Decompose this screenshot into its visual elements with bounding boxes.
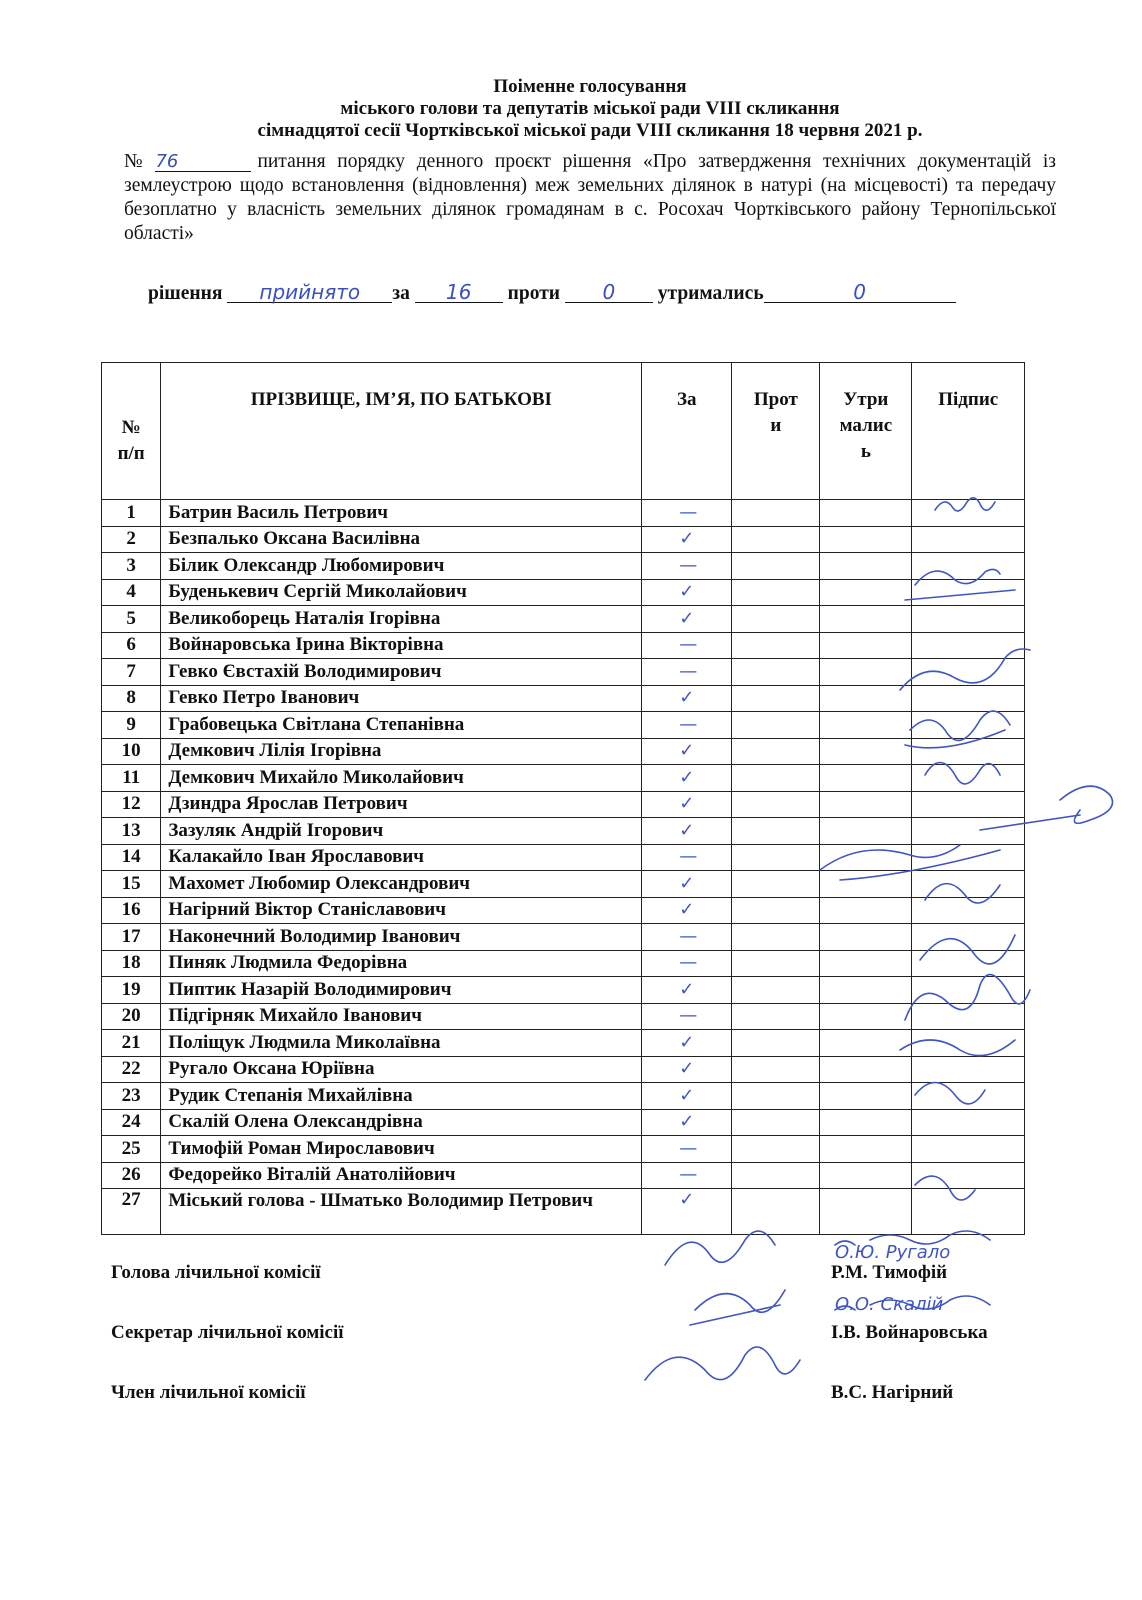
row-number: 19: [102, 977, 161, 1004]
table-row: [102, 553, 1025, 580]
signature-cell: [912, 844, 1025, 871]
for-value: 16: [415, 282, 503, 303]
vote-abstained-cell: [820, 765, 912, 792]
signature-cell: [912, 1136, 1025, 1163]
row-number: 14: [102, 844, 161, 871]
vote-result: [148, 282, 956, 305]
header-for-label: За: [677, 389, 697, 410]
vote-abstained-cell: [820, 818, 912, 845]
header-name: [161, 363, 642, 500]
vote-against-cell: [732, 1189, 820, 1235]
deputy-name: Калакайло Іван Ярославович: [161, 844, 642, 871]
vote-against-cell: [732, 1109, 820, 1136]
header-name-label: ПРІЗВИЩЕ, ІМ’Я, ПО БАТЬКОВІ: [250, 389, 552, 410]
signature-cell: [912, 977, 1025, 1004]
checkmark-icon: ✓: [679, 687, 695, 709]
table-row: [102, 712, 1025, 739]
deputy-name: Демкович Лілія Ігорівна: [161, 738, 642, 765]
vote-against-cell: [732, 1056, 820, 1083]
commission-row: [111, 1322, 1011, 1382]
table-row: [102, 977, 1025, 1004]
table-row: [102, 871, 1025, 898]
decision-label: рішення: [148, 283, 223, 304]
row-number: 7: [102, 659, 161, 686]
for-label: за: [392, 283, 410, 304]
vote-abstained-cell: [820, 924, 912, 951]
table-header-row: [102, 363, 1025, 500]
dash-mark-icon: —: [679, 660, 695, 682]
title-line-1: Поіменне голосування: [493, 76, 687, 97]
vote-for-cell: [642, 950, 732, 977]
vote-abstained-cell: [820, 1030, 912, 1057]
vote-against-cell: [732, 738, 820, 765]
vote-for-cell: [642, 924, 732, 951]
deputy-name: Пиптик Назарій Володимирович: [161, 977, 642, 1004]
vote-abstained-cell: [820, 1136, 912, 1163]
checkmark-icon: ✓: [679, 1084, 695, 1106]
deputy-name: Гевко Євстахій Володимирович: [161, 659, 642, 686]
checkmark-icon: ✓: [679, 607, 695, 629]
signature-cell: [912, 950, 1025, 977]
deputy-name: Грабовецька Світлана Степанівна: [161, 712, 642, 739]
decision-value: прийнято: [227, 282, 392, 303]
dash-mark-icon: —: [679, 925, 695, 947]
vote-for-cell: [642, 632, 732, 659]
row-number: 1: [102, 500, 161, 527]
row-number: 15: [102, 871, 161, 898]
vote-for-cell: [642, 1003, 732, 1030]
vote-for-cell: [642, 871, 732, 898]
vote-for-cell: [642, 526, 732, 553]
vote-for-cell: [642, 818, 732, 845]
commission-signature: [665, 1231, 775, 1265]
table-row: [102, 1136, 1025, 1163]
deputy-name: Безпалько Оксана Василівна: [161, 526, 642, 553]
table-row: [102, 1056, 1025, 1083]
row-number: 16: [102, 897, 161, 924]
vote-for-cell: [642, 1109, 732, 1136]
commission-member-name: В.С. Нагірний: [831, 1382, 954, 1403]
signature-cell: [912, 500, 1025, 527]
checkmark-icon: ✓: [679, 1189, 695, 1210]
vote-abstained-cell: [820, 526, 912, 553]
vote-against-cell: [732, 1136, 820, 1163]
checkmark-icon: ✓: [679, 740, 695, 762]
handwritten-note-2: О.О. Скалій: [835, 1294, 944, 1315]
vote-abstained-cell: [820, 1109, 912, 1136]
signature-cell: [912, 1003, 1025, 1030]
vote-against-cell: [732, 606, 820, 633]
header-signature-label: Підпис: [938, 389, 999, 410]
deputy-name: Гевко Петро Іванович: [161, 685, 642, 712]
signature-cell: [912, 871, 1025, 898]
table-row: [102, 818, 1025, 845]
row-number: 17: [102, 924, 161, 951]
row-number: 21: [102, 1030, 161, 1057]
commission-role: Член лічильної комісії: [111, 1382, 306, 1403]
vote-against-cell: [732, 1003, 820, 1030]
table-row: [102, 765, 1025, 792]
checkmark-icon: ✓: [679, 1111, 695, 1133]
table-row: [102, 897, 1025, 924]
vote-abstained-cell: [820, 977, 912, 1004]
deputy-name: Батрин Василь Петрович: [161, 500, 642, 527]
dash-mark-icon: —: [679, 1164, 695, 1186]
checkmark-icon: ✓: [679, 1031, 695, 1053]
table-row: [102, 500, 1025, 527]
table-row: [102, 924, 1025, 951]
vote-abstained-cell: [820, 844, 912, 871]
signature-cell: [912, 765, 1025, 792]
vote-abstained-cell: [820, 553, 912, 580]
vote-for-cell: [642, 685, 732, 712]
agenda-item-number: 76: [155, 153, 251, 172]
title-line-2: міського голови та депутатів міської ради VIII скликання: [340, 98, 840, 119]
dash-mark-icon: —: [679, 1137, 695, 1159]
signature-cell: [912, 791, 1025, 818]
table-row: [102, 632, 1025, 659]
signature-cell: [912, 1189, 1025, 1235]
vote-abstained-cell: [820, 632, 912, 659]
deputy-name: Нагірний Віктор Станіславович: [161, 897, 642, 924]
vote-for-cell: [642, 712, 732, 739]
deputy-name: Скалій Олена Олександрівна: [161, 1109, 642, 1136]
header-against-label: Прот и: [753, 389, 798, 436]
commission-row: [111, 1382, 1011, 1442]
vote-against-cell: [732, 818, 820, 845]
table-row: [102, 1003, 1025, 1030]
signature-cell: [912, 685, 1025, 712]
vote-abstained-cell: [820, 791, 912, 818]
row-number: 22: [102, 1056, 161, 1083]
table-row: [102, 606, 1025, 633]
vote-abstained-cell: [820, 1189, 912, 1235]
against-label: проти: [507, 283, 561, 304]
commission-role: Голова лічильної комісії: [111, 1262, 321, 1283]
deputy-name: Тимофій Роман Мирославович: [161, 1136, 642, 1163]
vote-against-cell: [732, 685, 820, 712]
signature-cell: [912, 738, 1025, 765]
table-row: [102, 738, 1025, 765]
dash-mark-icon: —: [679, 1005, 695, 1027]
vote-for-cell: [642, 977, 732, 1004]
signature-cell: [912, 818, 1025, 845]
deputy-name: Зазуляк Андрій Ігорович: [161, 818, 642, 845]
row-number: 23: [102, 1083, 161, 1110]
checkmark-icon: ✓: [679, 528, 695, 550]
vote-abstained-cell: [820, 871, 912, 898]
number-sign: №: [124, 151, 150, 172]
checkmark-icon: ✓: [679, 793, 695, 815]
deputy-name: Федорейко Віталій Анатолійович: [161, 1162, 642, 1189]
table-row: [102, 791, 1025, 818]
row-number: 18: [102, 950, 161, 977]
header-abstained: [820, 363, 912, 500]
vote-for-cell: [642, 1056, 732, 1083]
abstained-value: 0: [764, 282, 956, 303]
signature-cell: [912, 897, 1025, 924]
deputy-name: Пиняк Людмила Федорівна: [161, 950, 642, 977]
row-number: 9: [102, 712, 161, 739]
against-value: 0: [565, 282, 653, 303]
deputy-name: Підгірняк Михайло Іванович: [161, 1003, 642, 1030]
table-row: [102, 659, 1025, 686]
signature-cell: [912, 1056, 1025, 1083]
vote-abstained-cell: [820, 500, 912, 527]
deputy-name: Великоборець Наталія Ігорівна: [161, 606, 642, 633]
vote-against-cell: [732, 977, 820, 1004]
row-number: 8: [102, 685, 161, 712]
signature-cell: [912, 553, 1025, 580]
signature-cell: [912, 659, 1025, 686]
signature-cell: [912, 1083, 1025, 1110]
abstained-label: утримались: [657, 283, 764, 304]
row-number: 13: [102, 818, 161, 845]
deputy-name: Буденькевич Сергій Миколайович: [161, 579, 642, 606]
dash-mark-icon: —: [679, 846, 695, 868]
row-number: 4: [102, 579, 161, 606]
vote-for-cell: [642, 659, 732, 686]
vote-for-cell: [642, 579, 732, 606]
vote-against-cell: [732, 659, 820, 686]
row-number: 25: [102, 1136, 161, 1163]
vote-abstained-cell: [820, 1083, 912, 1110]
deputy-name: Махомет Любомир Олександрович: [161, 871, 642, 898]
commission-row: [111, 1262, 1011, 1322]
vote-abstained-cell: [820, 659, 912, 686]
handwritten-note-1: О.Ю. Ругало: [835, 1242, 951, 1263]
vote-against-cell: [732, 500, 820, 527]
vote-abstained-cell: [820, 738, 912, 765]
vote-against-cell: [732, 844, 820, 871]
table-row: [102, 844, 1025, 871]
row-number: 12: [102, 791, 161, 818]
deputy-name: Войнаровська Ірина Вікторівна: [161, 632, 642, 659]
deputy-name: Поліщук Людмила Миколаївна: [161, 1030, 642, 1057]
row-number: 11: [102, 765, 161, 792]
table-row: [102, 1030, 1025, 1057]
row-number: 24: [102, 1109, 161, 1136]
signature-cell: [912, 1030, 1025, 1057]
vote-against-cell: [732, 791, 820, 818]
document-title: [120, 76, 1060, 142]
vote-abstained-cell: [820, 950, 912, 977]
checkmark-icon: ✓: [679, 978, 695, 1000]
header-number: [102, 363, 161, 500]
header-number-label: № п/п: [117, 417, 145, 464]
table-row: [102, 526, 1025, 553]
table-row: [102, 1189, 1025, 1235]
table-row: [102, 1109, 1025, 1136]
vote-against-cell: [732, 950, 820, 977]
vote-against-cell: [732, 765, 820, 792]
dash-mark-icon: —: [679, 952, 695, 974]
deputy-name: Дзиндра Ярослав Петрович: [161, 791, 642, 818]
vote-for-cell: [642, 1083, 732, 1110]
vote-against-cell: [732, 1162, 820, 1189]
vote-abstained-cell: [820, 1162, 912, 1189]
deputy-name: Міський голова - Шматько Володимир Петрович: [161, 1189, 642, 1235]
vote-against-cell: [732, 871, 820, 898]
signature-cell: [912, 526, 1025, 553]
table-row: [102, 685, 1025, 712]
checkmark-icon: ✓: [679, 899, 695, 921]
row-number: 27: [102, 1189, 161, 1235]
row-number: 10: [102, 738, 161, 765]
deputy-name: Наконечний Володимир Іванович: [161, 924, 642, 951]
vote-against-cell: [732, 579, 820, 606]
vote-for-cell: [642, 606, 732, 633]
signature-cell: [912, 579, 1025, 606]
checkmark-icon: ✓: [679, 819, 695, 841]
deputy-name: Ругало Оксана Юріївна: [161, 1056, 642, 1083]
table-row: [102, 579, 1025, 606]
vote-against-cell: [732, 897, 820, 924]
commission-member-name: Р.М. Тимофій: [831, 1262, 948, 1283]
header-for: [642, 363, 732, 500]
dash-mark-icon: —: [679, 501, 695, 523]
signature-cell: [912, 1162, 1025, 1189]
dash-mark-icon: —: [679, 713, 695, 735]
checkmark-icon: ✓: [679, 872, 695, 894]
vote-abstained-cell: [820, 579, 912, 606]
header-against: [732, 363, 820, 500]
vote-for-cell: [642, 791, 732, 818]
checkmark-icon: ✓: [679, 1058, 695, 1080]
dash-mark-icon: —: [679, 634, 695, 656]
agenda-text: питання порядку денного проєкт рішення «Про затвердження технічних документацій із землеустрою щодо встановлення (відновлення) меж земельних ділянок в натурі (на місцевості) та передачу безоплатно у власність земельних ділянок громадянам в с. Росохач Чортківського району Тернопільської області»: [124, 151, 1056, 244]
vote-abstained-cell: [820, 1056, 912, 1083]
vote-against-cell: [732, 632, 820, 659]
vote-for-cell: [642, 897, 732, 924]
vote-abstained-cell: [820, 685, 912, 712]
title-line-3: сімнадцятої сесії Чортківської міської ради VIII скликання 18 червня 2021 р.: [257, 120, 923, 141]
commission-role: Секретар лічильної комісії: [111, 1322, 344, 1343]
signature-cell: [912, 1109, 1025, 1136]
header-signature: [912, 363, 1025, 500]
vote-abstained-cell: [820, 1003, 912, 1030]
vote-for-cell: [642, 500, 732, 527]
vote-for-cell: [642, 1030, 732, 1057]
vote-for-cell: [642, 844, 732, 871]
header-abstained-label: Утри малис ь: [839, 389, 893, 462]
checkmark-icon: ✓: [679, 766, 695, 788]
signature-cell: [912, 924, 1025, 951]
row-number: 6: [102, 632, 161, 659]
dash-mark-icon: —: [679, 554, 695, 576]
signature-cell: [912, 632, 1025, 659]
row-number: 3: [102, 553, 161, 580]
vote-abstained-cell: [820, 897, 912, 924]
vote-for-cell: [642, 1189, 732, 1235]
vote-against-cell: [732, 1083, 820, 1110]
commission-member-name: І.В. Войнаровська: [831, 1322, 988, 1343]
deputy-name: Демкович Михайло Миколайович: [161, 765, 642, 792]
vote-for-cell: [642, 1136, 732, 1163]
vote-against-cell: [732, 526, 820, 553]
table-row: [102, 950, 1025, 977]
table-row: [102, 1162, 1025, 1189]
vote-for-cell: [642, 738, 732, 765]
table-body: [102, 500, 1025, 1235]
roll-call-table: [101, 362, 1025, 1235]
vote-for-cell: [642, 1162, 732, 1189]
vote-against-cell: [732, 1030, 820, 1057]
signature-cell: [912, 712, 1025, 739]
row-number: 5: [102, 606, 161, 633]
table-row: [102, 1083, 1025, 1110]
vote-against-cell: [732, 553, 820, 580]
vote-for-cell: [642, 553, 732, 580]
counting-commission: [111, 1262, 1011, 1442]
checkmark-icon: ✓: [679, 581, 695, 603]
vote-against-cell: [732, 712, 820, 739]
row-number: 2: [102, 526, 161, 553]
deputy-name: Білик Олександр Любомирович: [161, 553, 642, 580]
signature-cell: [912, 606, 1025, 633]
vote-against-cell: [732, 924, 820, 951]
vote-abstained-cell: [820, 606, 912, 633]
deputy-name: Рудик Степанія Михайлівна: [161, 1083, 642, 1110]
vote-abstained-cell: [820, 712, 912, 739]
row-number: 26: [102, 1162, 161, 1189]
vote-for-cell: [642, 765, 732, 792]
agenda-item: [124, 150, 1056, 246]
row-number: 20: [102, 1003, 161, 1030]
